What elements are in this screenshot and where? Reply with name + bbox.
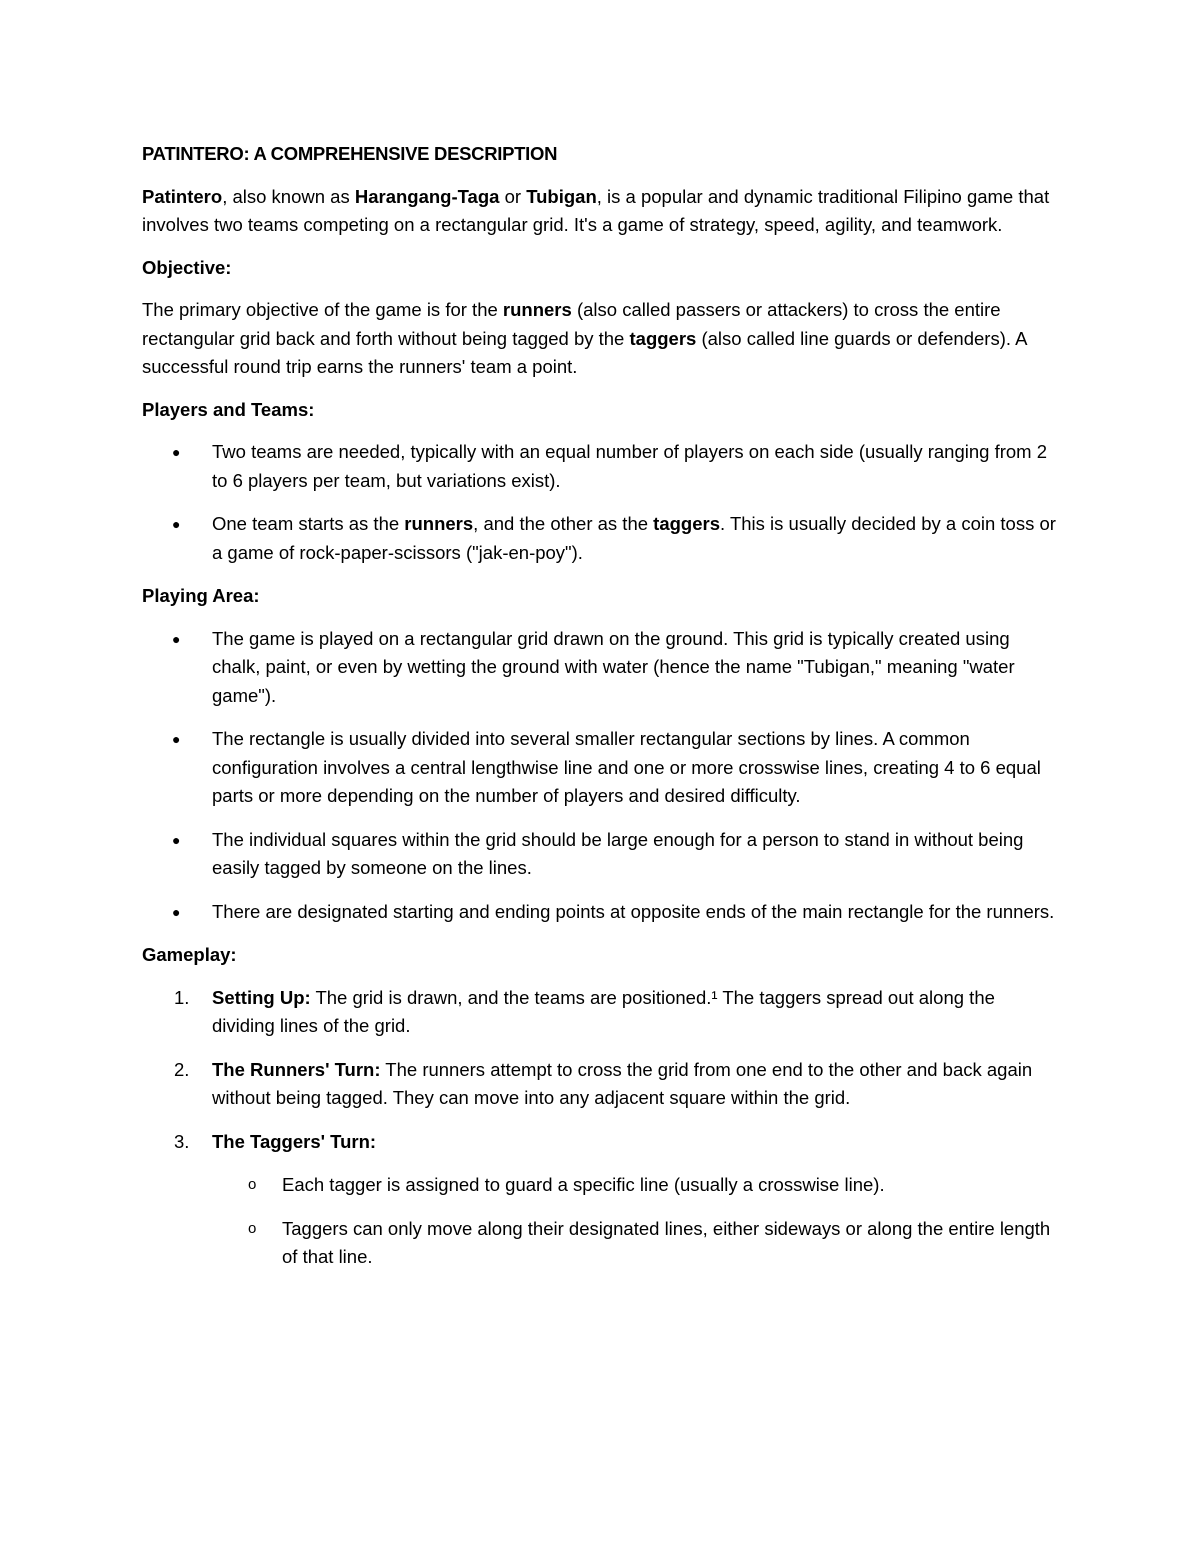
intro-paragraph bbox=[142, 183, 1062, 240]
list-item-text: There are designated starting and ending points at opposite ends of the main rectangle for the runners. bbox=[212, 900, 1055, 922]
circle-bullet-icon: o bbox=[248, 1219, 257, 1237]
gameplay-heading: Gameplay: bbox=[142, 944, 237, 965]
sub-list-item bbox=[212, 1215, 1062, 1272]
list-item-text: The game is played on a rectangular grid drawn on the ground. This grid is typically created using chalk, paint, or even by wetting the ground with water (hence the name "Tubigan," meaning "water game"). bbox=[212, 627, 1015, 706]
step-label: The Runners' Turn: bbox=[212, 1058, 381, 1080]
objective-text-2: (also called passers or attackers) to cross the entire rectangular grid back and forth without being tagged by the bbox=[142, 299, 1001, 349]
objective-taggers: taggers bbox=[629, 327, 697, 349]
players-list bbox=[142, 438, 1062, 567]
bullet-icon: ● bbox=[172, 731, 181, 747]
intro-text-2: or bbox=[499, 185, 527, 207]
gameplay-steps bbox=[142, 984, 1062, 1272]
document-page bbox=[142, 140, 1062, 1287]
step-item bbox=[142, 984, 1062, 1041]
circle-bullet-icon: o bbox=[248, 1176, 257, 1193]
bullet-icon: ● bbox=[172, 444, 181, 460]
list-item-text: The individual squares within the grid should be large enough for a person to stand in without being easily tagged by someone on the lines. bbox=[212, 828, 1024, 878]
step-item bbox=[142, 1056, 1062, 1113]
alt-name-2: Tubigan bbox=[526, 185, 597, 207]
bullet-icon: ● bbox=[172, 516, 181, 532]
step-number: 2. bbox=[174, 1058, 190, 1080]
list-item-text: One team starts as the bbox=[212, 513, 405, 534]
list-item bbox=[142, 510, 1062, 567]
step-number: 1. bbox=[174, 986, 190, 1008]
list-item bbox=[142, 898, 1062, 927]
players-heading: Players and Teams: bbox=[142, 398, 315, 420]
step-text: The grid is drawn, and the teams are positioned.¹ The taggers spread out along the dividing lines of the grid. bbox=[212, 986, 995, 1036]
step-label: Setting Up: bbox=[212, 986, 311, 1008]
list-item-text: Two teams are needed, typically with an equal number of players on each side (usually ranging from 2 to 6 players per team, but variations exist). bbox=[212, 441, 1048, 491]
document-title: PATINTERO: A COMPREHENSIVE DESCRIPTION bbox=[142, 143, 558, 164]
step-number: 3. bbox=[174, 1130, 190, 1152]
objective-runners: runners bbox=[502, 299, 572, 320]
game-name: Patintero bbox=[142, 185, 223, 207]
bullet-icon: ● bbox=[172, 903, 181, 920]
sub-list-item bbox=[212, 1171, 1062, 1200]
objective-heading: Objective: bbox=[142, 256, 232, 278]
sub-list-item-text: Each tagger is assigned to guard a specific line (usually a crosswise line). bbox=[282, 1174, 885, 1195]
objective-text-3: (also called line guards or defenders). A successful round trip earns the runners' team a point. bbox=[142, 327, 1027, 377]
alt-name-1: Harangang-Taga bbox=[354, 185, 500, 207]
area-heading: Playing Area: bbox=[142, 585, 260, 606]
players-taggers: taggers bbox=[653, 513, 720, 534]
list-item bbox=[142, 625, 1062, 711]
objective-paragraph bbox=[142, 296, 1062, 382]
step-text: The runners attempt to cross the grid from one end to the other and back again without being tagged. They can move into any adjacent square within the grid. bbox=[212, 1058, 1033, 1108]
list-item-text: , and the other as the bbox=[473, 513, 654, 534]
list-item-text: The rectangle is usually divided into several smaller rectangular sections by lines. A common configuration involves a central lengthwise line and one or more crosswise lines, creating 4 to 6 equal parts or more depending on the number of players and desired difficulty. bbox=[212, 728, 1041, 806]
sub-list-item-text: Taggers can only move along their designated lines, either sideways or along the entire length of that line. bbox=[282, 1217, 1051, 1267]
area-list bbox=[142, 625, 1062, 927]
step-item bbox=[142, 1128, 1062, 1272]
taggers-sub-list bbox=[212, 1171, 1062, 1272]
players-runners: runners bbox=[404, 513, 474, 534]
list-item bbox=[142, 438, 1062, 495]
intro-text-3: , is a popular and dynamic traditional Filipino game that involves two teams competing on a rectangular grid. It's a game of strategy, speed, agility, and teamwork. bbox=[142, 185, 1050, 235]
bullet-icon: ● bbox=[172, 630, 181, 647]
step-label: The Taggers' Turn: bbox=[212, 1130, 377, 1152]
list-item bbox=[142, 826, 1062, 883]
list-item-text: . This is usually decided by a coin toss or a game of rock-paper-scissors ("jak-en-poy"). bbox=[212, 513, 1056, 563]
list-item bbox=[142, 725, 1062, 811]
intro-text-1: , also known as bbox=[222, 185, 355, 207]
objective-text-1: The primary objective of the game is for the bbox=[142, 299, 503, 320]
bullet-icon: ● bbox=[172, 831, 181, 848]
